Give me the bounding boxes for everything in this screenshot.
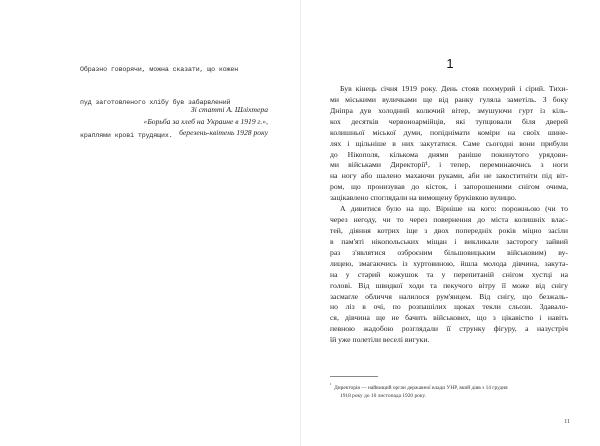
body-line: кох десятків червоноармійців, які тупцювали біля дверей (330, 116, 568, 126)
body-line: тей, діяння котрих іще з двох попередніх років міцно засіли (330, 225, 568, 235)
body-line: раз з'являтися озброєним більшовицьким військовим) ву- (330, 247, 568, 257)
footnote-line: Директорія — найвищий орган державної влади УНР, який діяв з 14 грудня (334, 384, 508, 391)
body-line: зацікавлено споглядали на вимощену бруківкою вулицю. (330, 193, 517, 203)
body-line: на у старий кожушок та у перепитаній снігом хустці на (330, 269, 568, 279)
body-line: ром, що пронизував до кісток, і запорошеними снігом очима, (330, 182, 568, 192)
source-line: березень-квітень 1928 року (179, 128, 268, 138)
body-line: но ліз в очі, по розпашілих щоках текли сльози. Здавало- (330, 302, 568, 312)
right-page (300, 0, 600, 446)
epigraph-line: пуд заготовленого хлібу був забарвлений (80, 99, 231, 106)
body-line: лицею, змагаючись із хуртовиною, йшла молода дівчина, закута- (330, 258, 568, 268)
epigraph (80, 42, 280, 163)
body-line: в пам'яті нікопольських міщан і викликали засторогу зайвий (330, 236, 568, 246)
body-line: Був кінець січня 1919 року. День стояв похмурий і сірий. Тихи- (340, 84, 568, 93)
footnote-line: 1918 року до 10 листопада 1920 року. (340, 393, 426, 400)
footnote-rule (330, 376, 378, 377)
body-line: через негоду, чи то через повернення до міста колишніх влас- (330, 215, 568, 225)
body-line: голові. Від швидкої ходи та пекучого вітру її може від снігу (330, 280, 568, 290)
chapter-body (330, 84, 568, 346)
epigraph-line: Образно говорячи, можна сказати, що кожен (80, 66, 239, 73)
footnote-marker: ¹ (330, 382, 332, 387)
body-line: ми військами Директорії¹, і тепер, переминаючись з ноги (330, 160, 568, 170)
body-line: лях і щільніше в них закутатися. Саме сьогодні вони прибули (330, 138, 568, 148)
body-line: колишньої міської думи, попіднімати коміри на своїх шине- (330, 127, 568, 137)
body-line: на ногу або шалено махаючи руками, аби не закоститніти під віт- (330, 171, 568, 181)
body-line: А дивитися було на що. Вірніше на кого: порожньою (чи то (340, 204, 568, 214)
body-line: засмагле обличчя налилося рум'янцем. Від снігу, що безжаль- (330, 291, 568, 301)
body-line: їй уже полетіли веселі вигуки. (330, 335, 430, 345)
epigraph-line: краплями крові трудящих. (80, 132, 173, 139)
body-line: ми міськими вуличками ще від ранку гуляла заметіль. З боку (330, 94, 568, 104)
page-number: 11 (564, 419, 570, 425)
source-line: «Борьба за хлеб на Украине в 1919 г.», (143, 116, 268, 126)
body-line: Дніпра дув холодний колючий вітер, змушуючи гурт із кіль- (330, 105, 568, 115)
source-line: Зі статті А. Шліхтера (190, 105, 268, 114)
body-line: ся, дівчина ще не бачить військових, що з цікавістю і навіть (330, 313, 568, 323)
body-line: певною жадобою розглядали її струнку фігуру, а назустріч (330, 324, 568, 334)
body-line: до Нікополя, кількома днями раніше покинутого урядови- (330, 149, 568, 159)
chapter-number: 1 (446, 56, 454, 71)
epigraph-source (68, 104, 268, 139)
footnote (330, 381, 570, 401)
